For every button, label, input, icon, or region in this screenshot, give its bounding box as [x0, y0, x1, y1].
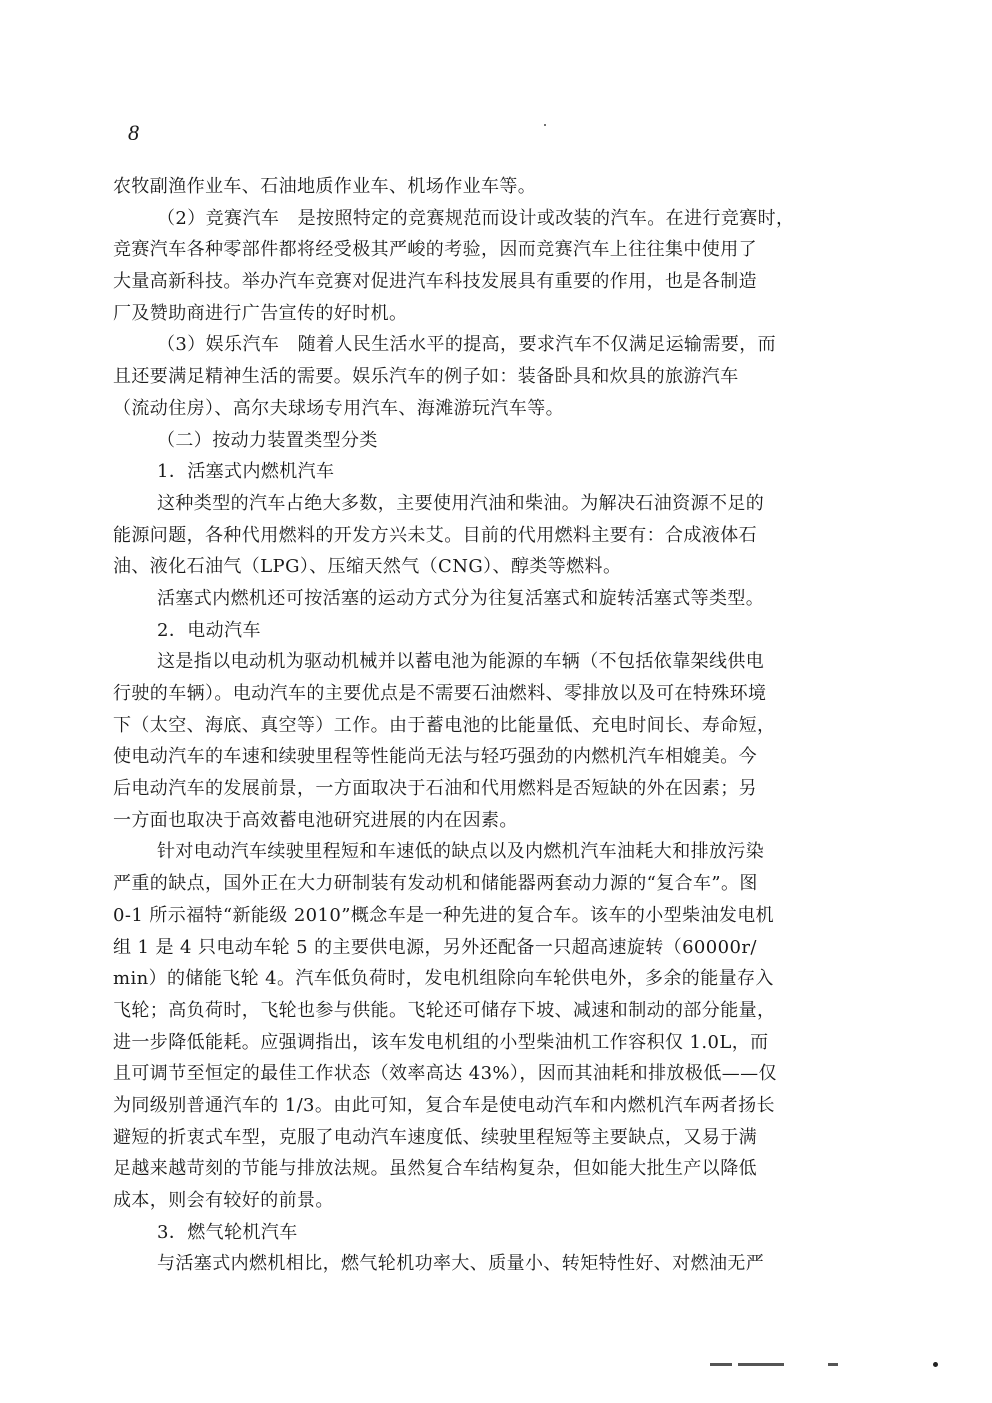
text-line: 严重的缺点，国外正在大力研制装有发动机和储能器两套动力源的“复合车”。图 — [113, 873, 758, 895]
page-number: 8 — [128, 120, 139, 145]
text-line: 油、液化石油气（LPG）、压缩天然气（CNG）、醇类等燃料。 — [113, 556, 622, 578]
text-line: 厂及赞助商进行广告宣传的好时机。 — [113, 302, 408, 324]
text-line: 且可调节至恒定的最佳工作状态（效率高达 43%），因而其油耗和排放极低——仅 — [113, 1063, 777, 1085]
text-line: 飞轮；高负荷时，飞轮也参与供能。飞轮还可储存下坡、减速和制动的部分能量， — [113, 999, 776, 1021]
text-line: 活塞式内燃机还可按活塞的运动方式分为往复活塞式和旋转活塞式等类型。 — [157, 587, 765, 609]
text-line: 为同级别普通汽车的 1/3。由此可知，复合车是使电动汽车和内燃机汽车两者扬长 — [113, 1094, 775, 1116]
text-line: 成本，则会有较好的前景。 — [113, 1190, 334, 1211]
text-line: 组 1 是 4 只电动车轮 5 的主要供电源，另外还配备一只超高速旋转（60000r/ — [113, 936, 757, 958]
text-line: 针对电动汽车续驶里程短和车速低的缺点以及内燃机汽车油耗大和排放污染 — [157, 841, 765, 863]
text-line: 且还要满足精神生活的需要。娱乐汽车的例子如：装备卧具和炊具的旅游汽车 — [113, 366, 739, 388]
text-line: （流动住房）、高尔夫球场专用汽车、海滩游玩汽车等。 — [113, 397, 564, 419]
scan-speck — [544, 124, 546, 126]
section-heading: （二）按动力装置类型分类 — [157, 429, 378, 451]
text-line: min）的储能飞轮 4。汽车低负荷时，发电机组除向车轮供电外，多余的能量存入 — [113, 968, 774, 990]
text-line: 0-1 所示福特“新能级 2010”概念车是一种先进的复合车。该车的小型柴油发电机 — [113, 904, 775, 926]
text-line: 避短的折衷式车型，克服了电动汽车速度低、续驶里程短等主要缺点，又易于满 — [113, 1126, 757, 1148]
text-line: 进一步降低能耗。应强调指出，该车发电机组的小型柴油机工作容积仅 1.0L，而 — [113, 1031, 769, 1053]
body-text — [113, 171, 853, 1280]
text-line: 竞赛汽车各种零部件都将经受极其严峻的考验，因而竞赛汽车上往往集中使用了 — [113, 239, 757, 261]
text-line: 行驶的车辆）。电动汽车的主要优点是不需要石油燃料、零排放以及可在特殊环境 — [113, 683, 767, 704]
text-line: 使电动汽车的车速和续驶里程等性能尚无法与轻巧强劲的内燃机汽车相媲美。今 — [113, 746, 757, 768]
text-line: 这是指以电动机为驱动机械并以蓄电池为能源的车辆（不包括依靠架线供电 — [157, 651, 765, 673]
text-line: （2）竞赛汽车 是按照特定的竞赛规范而设计或改装的汽车。在进行竞赛时， — [157, 207, 795, 229]
text-line: 大量高新科技。举办汽车竞赛对促进汽车科技发展具有重要的作用，也是各制造 — [113, 271, 757, 293]
text-line: 一方面也取决于高效蓄电池研究进展的内在因素。 — [113, 809, 518, 831]
scan-footer-dot — [933, 1362, 938, 1367]
text-line: 与活塞式内燃机相比，燃气轮机功率大、质量小、转矩特性好、对燃油无严 — [157, 1253, 765, 1275]
subsection-heading: 3．燃气轮机汽车 — [157, 1221, 298, 1243]
subsection-heading: 1．活塞式内燃机汽车 — [157, 461, 335, 483]
text-line: 足越来越苛刻的节能与排放法规。虽然复合车结构复杂，但如能大批生产以降低 — [113, 1158, 757, 1180]
subsection-heading: 2．电动汽车 — [157, 619, 261, 641]
text-line: 后电动汽车的发展前景，一方面取决于石油和代用燃料是否短缺的外在因素；另 — [113, 778, 757, 800]
text-line: 农牧副渔作业车、石油地质作业车、机场作业车等。 — [113, 176, 537, 197]
text-line: 这种类型的汽车占绝大多数，主要使用汽油和柴油。为解决石油资源不足的 — [157, 492, 765, 514]
text-line: 能源问题，各种代用燃料的开发方兴未艾。目前的代用燃料主要有：合成液体石 — [113, 524, 757, 546]
text-line: 下（太空、海底、真空等）工作。由于蓄电池的比能量低、充电时间长、寿命短， — [113, 714, 776, 736]
text-line: （3）娱乐汽车 随着人民生活水平的提高，要求汽车不仅满足运输需要，而 — [157, 334, 777, 356]
